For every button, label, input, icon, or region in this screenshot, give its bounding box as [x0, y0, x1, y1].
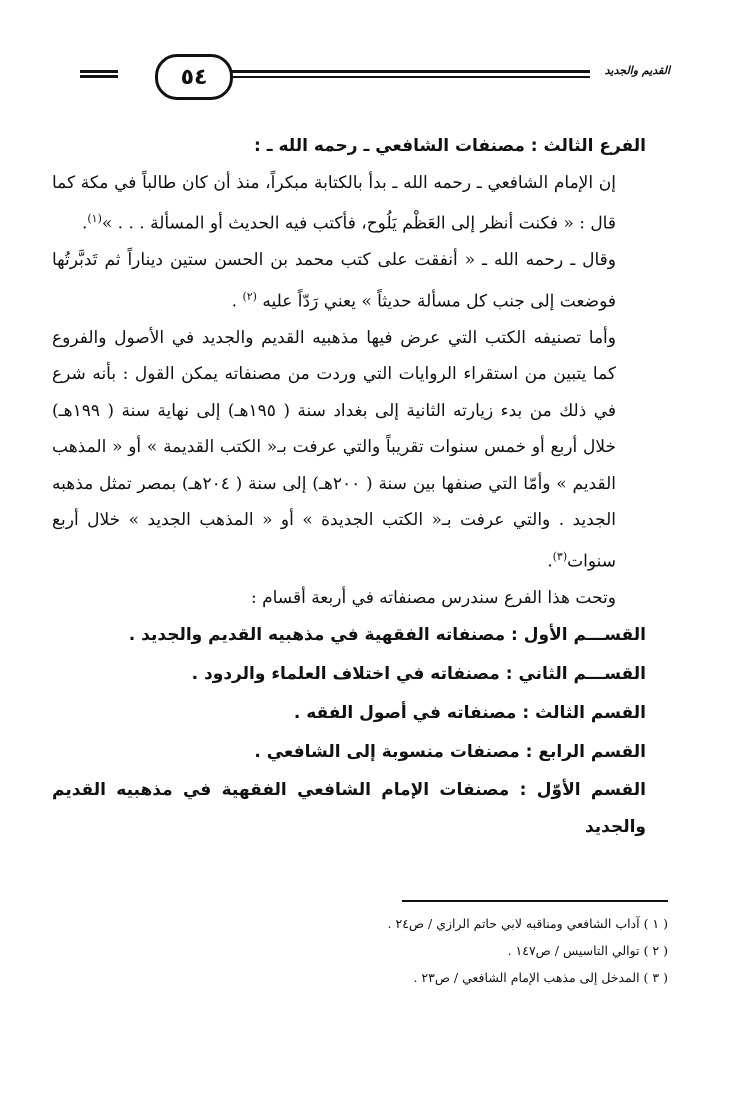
section-item-4: القسم الرابع : مصنفات منسوبة إلى الشافعي .	[254, 742, 646, 763]
paragraph-4: وتحت هذا الفرع سندرس مصنفاته في أربعة أقسام :	[250, 587, 616, 608]
footnote-1: ( ١ ) آداب الشافعي ومناقبه لابي حاتم الرازي / ص٢٤ .	[387, 916, 668, 931]
paragraph-3-text: وأما تصنيفه الكتب التي عرض فيها مذهبيه القديم والجديد في الأصول والفروع كما يتبين من استقراء الروايات التي وردت من مصنفاته يمكن القول : بأنه شرع في ذلك من بدء زيارته الثانية إلى بغداد سنة ( ١٩٥هـ) إلى نهاية سنة ( ١٩٩هـ) خلال أربع أو خمس سنوات تقريباً والتي عرفت بـ« الكتب القديمة » أو « المذهب القديم » وأمّا التي صنفها بين سنة ( ٢٠٠هـ) إلى سنة ( ٢٠٤هـ) بمصر تمثل مذهبه الجديد . والتي عرفت بـ« الكتب الجديدة » أو « المذهب الجديد » خلال أربع سنوات	[52, 327, 617, 572]
paragraph-1-text: إن الإمام الشافعي ـ رحمه الله ـ بدأ بالكتابة مبكراً، منذ أن كان طالباً في مكة كما قال : « فكنت أنظر إلى العَظْم يَلُوح، فأكتب فيه الحديث أو المسألة . . . »	[52, 172, 616, 234]
footnote-divider	[402, 900, 668, 902]
paragraph-2	[52, 242, 646, 320]
paragraph-3-end: .	[547, 551, 553, 572]
paragraph-2-end: .	[231, 291, 238, 312]
footnote-ref-2: (٢)	[242, 289, 257, 303]
paragraph-1-end: .	[81, 213, 88, 234]
footnote-2: ( ٢ ) توالي التاسيس / ص١٤٧ .	[507, 943, 668, 958]
paragraph-3	[52, 320, 646, 580]
header-rule-thin	[220, 76, 590, 78]
footnotes	[300, 910, 668, 991]
section-heading: الفرع الثالث : مصنفات الشافعي ـ رحمه الله ـ :	[254, 136, 646, 156]
section-item-1: القســـم الأول : مصنفاته الفقهية في مذهبيه القديم والجديد .	[128, 625, 646, 646]
paragraph-2-text: وقال ـ رحمه الله ـ « أنفقت على كتب محمد بن الحسن ستين ديناراً ثم تَدبَّرتُها فوضعت إلى جنب كل مسألة حديثاً » يعني رَدّاً عليه	[52, 250, 616, 312]
header-rule-thick	[220, 70, 590, 73]
page-body	[52, 128, 646, 845]
footnote-ref-3: (٣)	[552, 549, 568, 563]
sub-heading: القسم الأوّل : مصنفات الإمام الشافعي الفقهية في مذهبيه القديم والجديد	[52, 780, 646, 837]
sections-list	[52, 616, 646, 772]
section-item-3: القسم الثالث : مصنفاته في أصول الفقه .	[293, 703, 646, 724]
header-rule-short	[80, 70, 118, 78]
paragraph-1	[52, 165, 646, 243]
section-item-2: القســـم الثاني : مصنفاته في اختلاف العلماء والردود .	[191, 664, 646, 685]
page-number: ٥٤	[155, 54, 233, 100]
running-title: القديم والجديد	[604, 64, 670, 77]
footnote-ref-1: (١)	[87, 212, 102, 225]
page-header	[70, 54, 670, 106]
footnote-3: ( ٣ ) المدخل إلى مذهب الإمام الشافعي / ص٢٣ .	[413, 970, 668, 985]
